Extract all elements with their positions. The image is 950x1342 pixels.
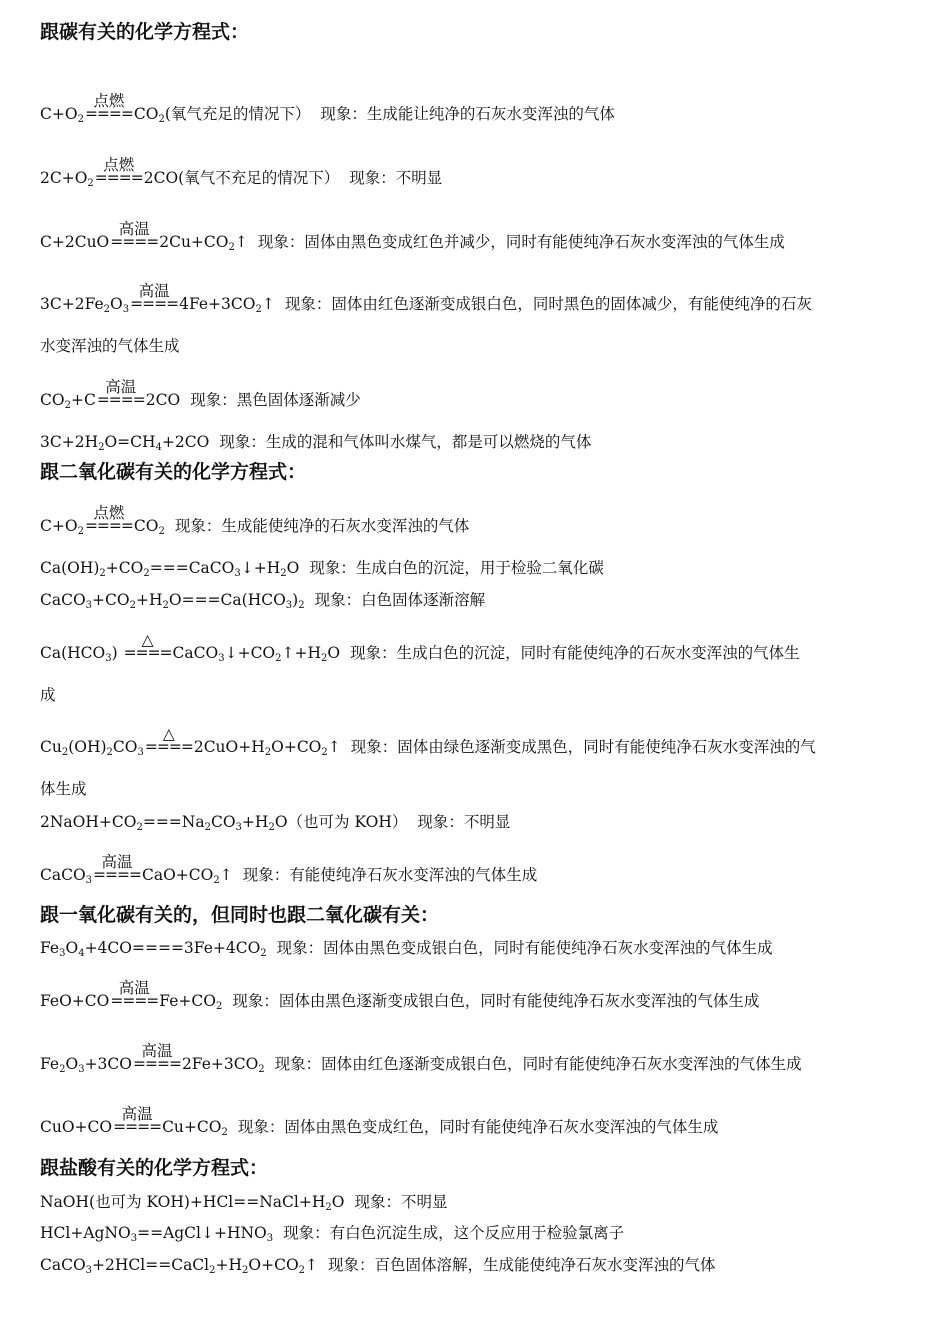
reaction-condition: 点燃: [103, 156, 135, 174]
chemical-equation: NaOH(也可为 $KOH)+HCl==NaCl+H_2O$: [40, 1193, 345, 1213]
equation-line: [40, 1223, 624, 1243]
chemical-equation: $2NaOH+CO_2===Na_2CO_3+H_2O$（也可为 KOH）: [40, 813, 408, 833]
reaction-sign: ==== 高温: [130, 282, 179, 313]
chemical-equation: $2C+O_2====$ 点燃 2CO(氧气不充足的情况下）: [40, 156, 340, 189]
phenomenon-text: 现象：黑色固体逐渐减少: [190, 391, 361, 409]
equation-line: [40, 1042, 802, 1075]
chemical-equation: $Cu_2(OH)_2CO_3====$ △ $2CuO+H_2O+CO_2↑$: [40, 725, 341, 758]
chemical-equation: $C+O_2====$ 点燃 $CO_2$(氧气充足的情况下）: [40, 92, 311, 125]
chemical-equation: $Fe_3O_4+4CO====3Fe+4CO_2$: [40, 939, 267, 959]
reaction-sign: ==== 点燃: [84, 504, 133, 535]
reaction-sign: ==== 高温: [110, 979, 159, 1010]
reaction-sign: ==== 点燃: [94, 156, 143, 187]
phenomenon-text: 现象：固体由黑色变成红色，同时有能使纯净石灰水变浑浊的气体生成: [237, 1118, 719, 1136]
reaction-sign: ==== 高温: [93, 853, 141, 884]
equation-line: [40, 938, 773, 958]
phenomenon-text: 现象：生成能让纯净的石灰水变浑浊的气体: [320, 105, 615, 123]
reaction-sign: ==== 高温: [113, 1105, 162, 1136]
reaction-sign: ==== △: [144, 725, 193, 756]
equation-line: [40, 590, 485, 610]
reaction-sign: ==== 高温: [96, 378, 145, 409]
equation-line: [40, 504, 470, 537]
phenomenon-text: 现象：生成能使纯净的石灰水变浑浊的气体: [174, 517, 470, 535]
phenomenon-text: 现象：白色固体逐渐溶解: [314, 591, 486, 609]
reaction-condition: △: [162, 725, 175, 743]
reaction-sign: ==== △: [123, 631, 172, 662]
chemical-equation: $CaCO_3+2HCl==CaCl_2+H_2O+CO_2↑$: [40, 1256, 319, 1276]
reaction-condition: 高温: [121, 1105, 153, 1123]
reaction-sign: ==== 点燃: [84, 92, 133, 123]
reaction-condition: 高温: [118, 979, 150, 997]
phenomenon-continuation: 水变浑浊的气体生成: [40, 337, 180, 355]
chemical-equation: $3C+2H_2O=CH_4+2CO$: [40, 433, 210, 453]
phenomenon-text: 现象：固体由绿色逐渐变成黑色，同时有能使纯净石灰水变浑浊的气: [350, 738, 816, 756]
reaction-condition: 高温: [141, 1042, 173, 1060]
equation-line: [40, 156, 443, 189]
phenomenon-text: 现象：百色固体溶解，生成能使纯净石灰水变浑浊的气体: [328, 1256, 716, 1274]
phenomenon-continuation: 成: [40, 686, 56, 704]
equation-line: [40, 1192, 447, 1212]
equation-line: [40, 725, 816, 758]
chemical-equation: C+2CuO==== 高温 $2Cu+CO_2↑$: [40, 220, 248, 253]
phenomenon-text: 现象：固体由黑色变成红色并减少，同时有能使纯净石灰水变浑浊的气体生成: [257, 233, 785, 251]
equation-line: [40, 812, 510, 832]
equation-line: [40, 853, 538, 886]
phenomenon-text: 现象：生成的混和气体叫水煤气，都是可以燃烧的气体: [219, 433, 592, 451]
reaction-condition: 高温: [118, 220, 150, 238]
chemical-equation: $Ca(HCO_3)$ ==== △ $CaCO_3↓+CO_2↑+H_2O$: [40, 631, 341, 664]
phenomenon-text: 现象：有能使纯净石灰水变浑浊的气体生成: [242, 866, 538, 884]
chemical-equation: $CaCO_3+CO_2+H_2O===Ca(HCO_3)_2$: [40, 591, 305, 611]
reaction-condition: 高温: [138, 282, 170, 300]
section-heading: 跟一氧化碳有关的，但同时也跟二氧化碳有关：: [40, 904, 440, 926]
chemical-equation: $Fe_2O_3+3CO====$ 高温 $2Fe+3CO_2$: [40, 1042, 265, 1075]
phenomenon-text: 现象：固体由红色逐渐变成银白色，同时有能使纯净石灰水变浑浊的气体生成: [274, 1055, 802, 1073]
phenomenon-text: 现象：不明显: [354, 1193, 448, 1211]
phenomenon-text: 现象：生成白色的沉淀，用于检验二氧化碳: [309, 559, 604, 577]
equation-line: [40, 558, 604, 578]
section-heading: 跟盐酸有关的化学方程式：: [40, 1157, 269, 1179]
chemical-equation: $3C+2Fe_2O_3====$ 高温 $4Fe+3CO_2↑$: [40, 282, 275, 315]
phenomenon-text: 现象：不明显: [349, 169, 443, 187]
equation-line: [40, 92, 615, 125]
equation-line: [40, 220, 785, 253]
reaction-sign: ==== 高温: [132, 1042, 181, 1073]
equation-line: [40, 432, 591, 452]
section-heading: 跟二氧化碳有关的化学方程式：: [40, 461, 307, 483]
reaction-condition: 高温: [105, 378, 137, 396]
equation-line: [40, 1105, 719, 1138]
phenomenon-text: 现象：固体由红色逐渐变成银白色，同时黑色的固体减少，有能使纯净的石灰: [284, 295, 812, 313]
reaction-condition: 点燃: [93, 92, 125, 110]
phenomenon-text: 现象：固体由黑色变成银白色，同时有能使纯净石灰水变浑浊的气体生成: [276, 939, 773, 957]
reaction-condition: △: [141, 631, 154, 649]
phenomenon-text: 现象：固体由黑色逐渐变成银白色，同时有能使纯净石灰水变浑浊的气体生成: [232, 992, 760, 1010]
phenomenon-text: 现象：有白色沉淀生成，这个反应用于检验氯离子: [283, 1224, 625, 1242]
chemical-equation: CuO+CO==== 高温 $Cu+CO_2$: [40, 1105, 228, 1138]
reaction-sign: ==== 高温: [110, 220, 159, 251]
chemical-equation: $CO_2+C====$ 高温 2CO: [40, 378, 181, 411]
chemical-equation: CaCO$_3$==== 高温 $CaO+CO_2↑$: [40, 853, 233, 886]
equation-line: [40, 979, 760, 1012]
chemical-equation: $HCl+AgNO_3==AgCl↓+HNO_3$: [40, 1224, 274, 1244]
equation-line: [40, 378, 361, 411]
phenomenon-continuation: 体生成: [40, 780, 87, 798]
equation-line: [40, 1255, 716, 1275]
equation-line: [40, 282, 812, 315]
section-heading: 跟碳有关的化学方程式：: [40, 21, 250, 43]
equation-line: [40, 631, 800, 664]
reaction-condition: 高温: [101, 853, 133, 871]
chemical-equation: $Ca(OH)_2+CO_2===CaCO_3↓+H_2O$: [40, 559, 300, 579]
reaction-condition: 点燃: [93, 504, 125, 522]
phenomenon-text: 现象：不明显: [417, 813, 511, 831]
chemical-equation: FeO+CO==== 高温 $Fe+CO_2$: [40, 979, 223, 1012]
phenomenon-text: 现象：生成白色的沉淀，同时有能使纯净的石灰水变浑浊的气体生: [350, 644, 800, 662]
chemical-equation: $C+O_2====$ 点燃 $CO_2$: [40, 504, 165, 537]
